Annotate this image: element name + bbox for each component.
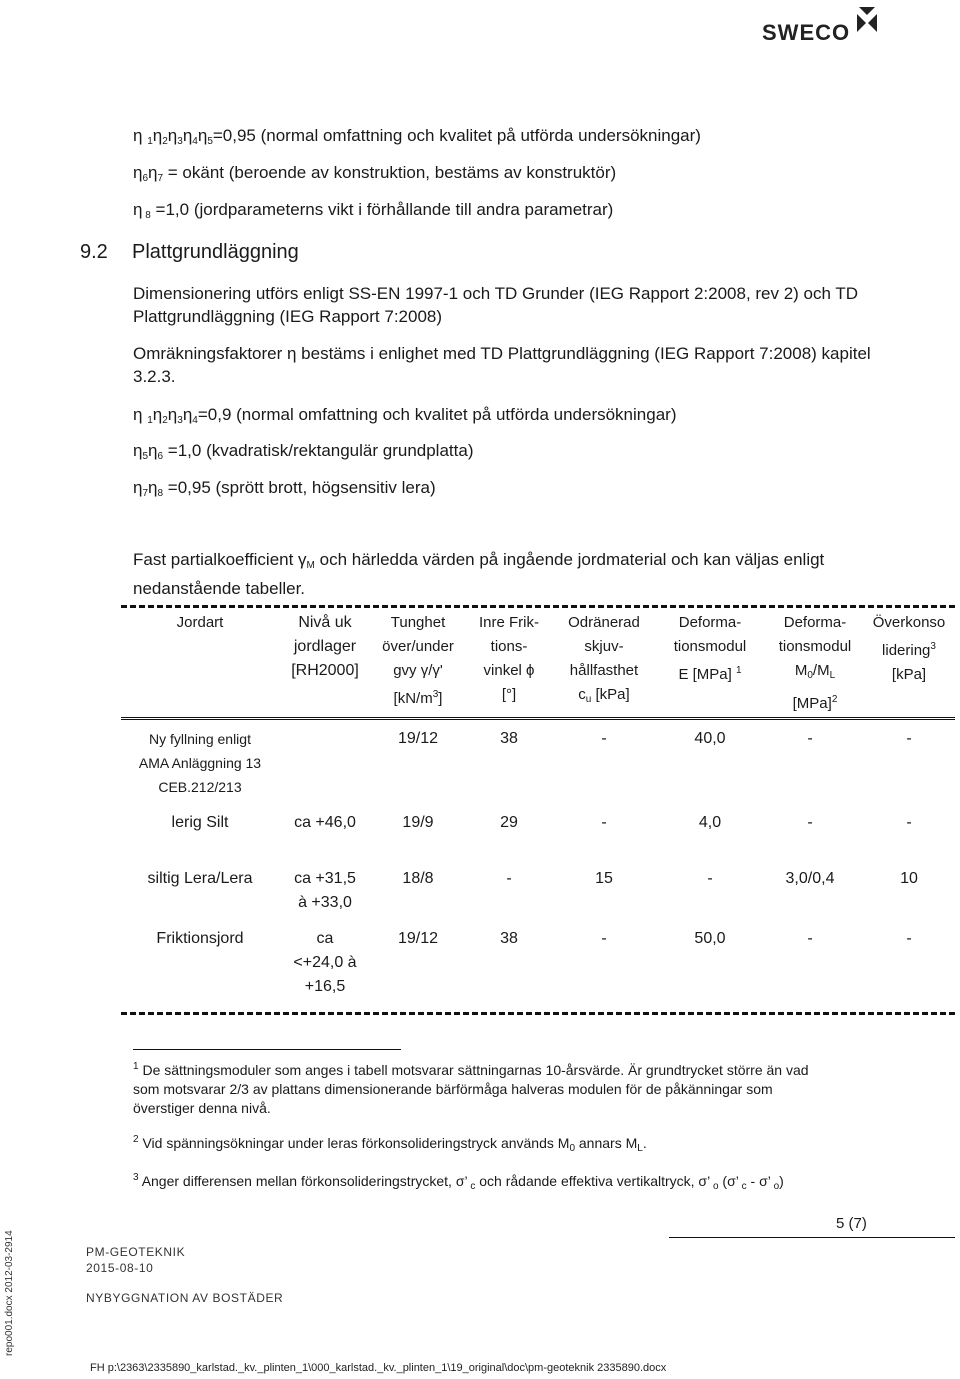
paragraph-partialkoefficient: Fast partialkoefficient $\gamma_M$ och härledda värden på ingående jordmaterial och kan väljas enligt nedanstående tabeller.: [133, 550, 825, 598]
header-deform-m: Deforma- tionsmodul $M_0/M_L$ [MPa]$^2$: [778, 614, 852, 712]
page-number-rule: [669, 1237, 955, 1238]
cell-deform-e: 50,0: [694, 930, 726, 947]
header-odranerad: Odränerad skjuv- hållfasthet $c_u$ [kPa]: [568, 614, 640, 705]
eta-line-3: η $_8$ =1,0 (jordparameterns vikt i förhållande till andra parametrar): [133, 200, 614, 221]
footer-doc-type: PM-GEOTEKNIK: [86, 1245, 186, 1259]
cell-odranerad: -: [601, 930, 607, 947]
table-row: Ny fyllning enligt AMA Anläggning 13 CEB.212/213: [138, 731, 262, 795]
cell-tunghet: 19/9: [402, 814, 434, 831]
cell-jordart: Friktionsjord: [156, 930, 244, 947]
eta-plattgrund-3: $\eta_7\eta_8 =0,95$ (sprött brott, högsensitiv lera): [133, 478, 436, 499]
footnote-separator: [133, 1049, 401, 1050]
cell-deform-e: 40,0: [694, 730, 726, 747]
cell-odranerad: -: [601, 730, 607, 747]
cell-deform-e: -: [707, 870, 713, 887]
eta-line-2: $\eta_6\eta_7$ = okänt (beroende av konstruktion, bestäms av konstruktör): [133, 163, 617, 184]
cell-jordart: siltig Lera/Lera: [147, 870, 253, 887]
cell-deform-m: -: [807, 930, 813, 947]
cell-overkons: 10: [900, 870, 918, 887]
side-template-id: repo001.docx 2012-03-2914: [4, 1230, 15, 1356]
header-friktion: Inre Frik- tions- vinkel ϕ [°]: [479, 614, 539, 703]
paragraph-dimensionering: Dimensionering utförs enligt SS-EN 1997-1 och TD Grunder (IEG Rapport 2:2008, rev 2) och TD Plattgrundläggning (IEG Rapport 7:2008): [133, 284, 859, 326]
paragraph-omrakning: Omräkningsfaktorer η bestäms i enlighet med TD Plattgrundläggning (IEG Rapport 7:2008) kapitel 3.2.3.: [133, 344, 871, 386]
cell-friktion: -: [506, 870, 512, 887]
cell-niva: ca +46,0: [294, 814, 356, 831]
eta-plattgrund-2: $\eta_5\eta_6 =1,0$ (kvadratisk/rektangulär grundplatta): [133, 441, 474, 462]
cell-tunghet: 19/12: [397, 930, 439, 947]
cell-overkons: -: [906, 730, 912, 747]
cell-deform-e: 4,0: [698, 814, 722, 831]
footer-project: NYBYGGNATION AV BOSTÄDER: [86, 1291, 284, 1305]
cell-overkons: -: [906, 814, 912, 831]
footnote-2: $^2$ Vid spänningsökningar under leras förkonsolideringstryck används $M_0$ annars $M_L$.: [133, 1134, 647, 1154]
cell-friktion: 38: [500, 730, 518, 747]
cell-deform-m: -: [807, 730, 813, 747]
footer-date: 2015-08-10: [86, 1261, 154, 1275]
header-tunghet: Tunghet över/under gvy γ/γ' $[kN/m^3]$: [382, 614, 454, 707]
table-bottom-rule: [121, 1012, 955, 1015]
header-niva: Nivå uk jordlager [RH2000]: [291, 614, 359, 679]
footer-filepath: FH p:\2363\2335890_karlstad._kv._plinten_1\000_karlstad._kv._plinten_1\19_original\doc\pm-geoteknik 2335890.docx: [90, 1362, 667, 1374]
header-deform-e: Deforma- tionsmodul E [MPa] $^1$: [673, 614, 747, 683]
eta-line-1: η $_1\eta_2\eta_3\eta_4\eta_5=0,95$ (normal omfattning och kvalitet på utförda undersökningar): [133, 126, 701, 147]
cell-overkons: -: [906, 930, 912, 947]
cell-friktion: 38: [500, 930, 518, 947]
header-jordart: Jordart: [176, 614, 224, 631]
header-overkons: Överkonso lidering$^3$ [kPa]: [872, 614, 946, 683]
cell-deform-m: 3,0/0,4: [785, 870, 835, 887]
section-number: 9.2: [80, 241, 108, 263]
cell-deform-m: -: [807, 814, 813, 831]
cell-friktion: 29: [500, 814, 518, 831]
footnote-1: $^1$ De sättningsmoduler som anges i tabell motsvarar sättningarnas 10-årsvärde. Är grundtrycket större än vad som motsvarar 2/3 av plattans dimensionerande bärförmåga halveras modulen för de påkänningar som överstiger denna nivå.: [133, 1061, 809, 1116]
page-number: 5 (7): [836, 1215, 867, 1232]
cell-tunghet: 19/12: [397, 730, 439, 747]
table-top-rule: [121, 605, 955, 608]
cell-odranerad: 15: [595, 870, 613, 887]
cell-niva: ca +31,5 à +33,0: [294, 870, 356, 911]
section-title: Plattgrundläggning: [132, 241, 299, 263]
eta-plattgrund-1: η $_1\eta_2\eta_3\eta_4=0,9$ (normal omfattning och kvalitet på utförda undersökningar): [133, 405, 677, 426]
cell-odranerad: -: [601, 814, 607, 831]
logo-text: SWECO: [762, 20, 851, 45]
footnote-3: $^3$ Anger differensen mellan förkonsolideringstrycket, σ’ $_c$ och rådande effektiva vertikaltryck, σ’ $_o$ (σ’ $_c$ - σ’ $_o$): [133, 1172, 784, 1192]
cell-jordart: lerig Silt: [171, 814, 229, 831]
cell-tunghet: 18/8: [402, 870, 434, 887]
sweco-logo-icon: [854, 5, 880, 33]
sweco-logo: [762, 5, 882, 45]
table-header-rule: [121, 717, 955, 720]
section-heading: [80, 241, 299, 264]
cell-niva: ca <+24,0 à +16,5: [293, 930, 357, 995]
